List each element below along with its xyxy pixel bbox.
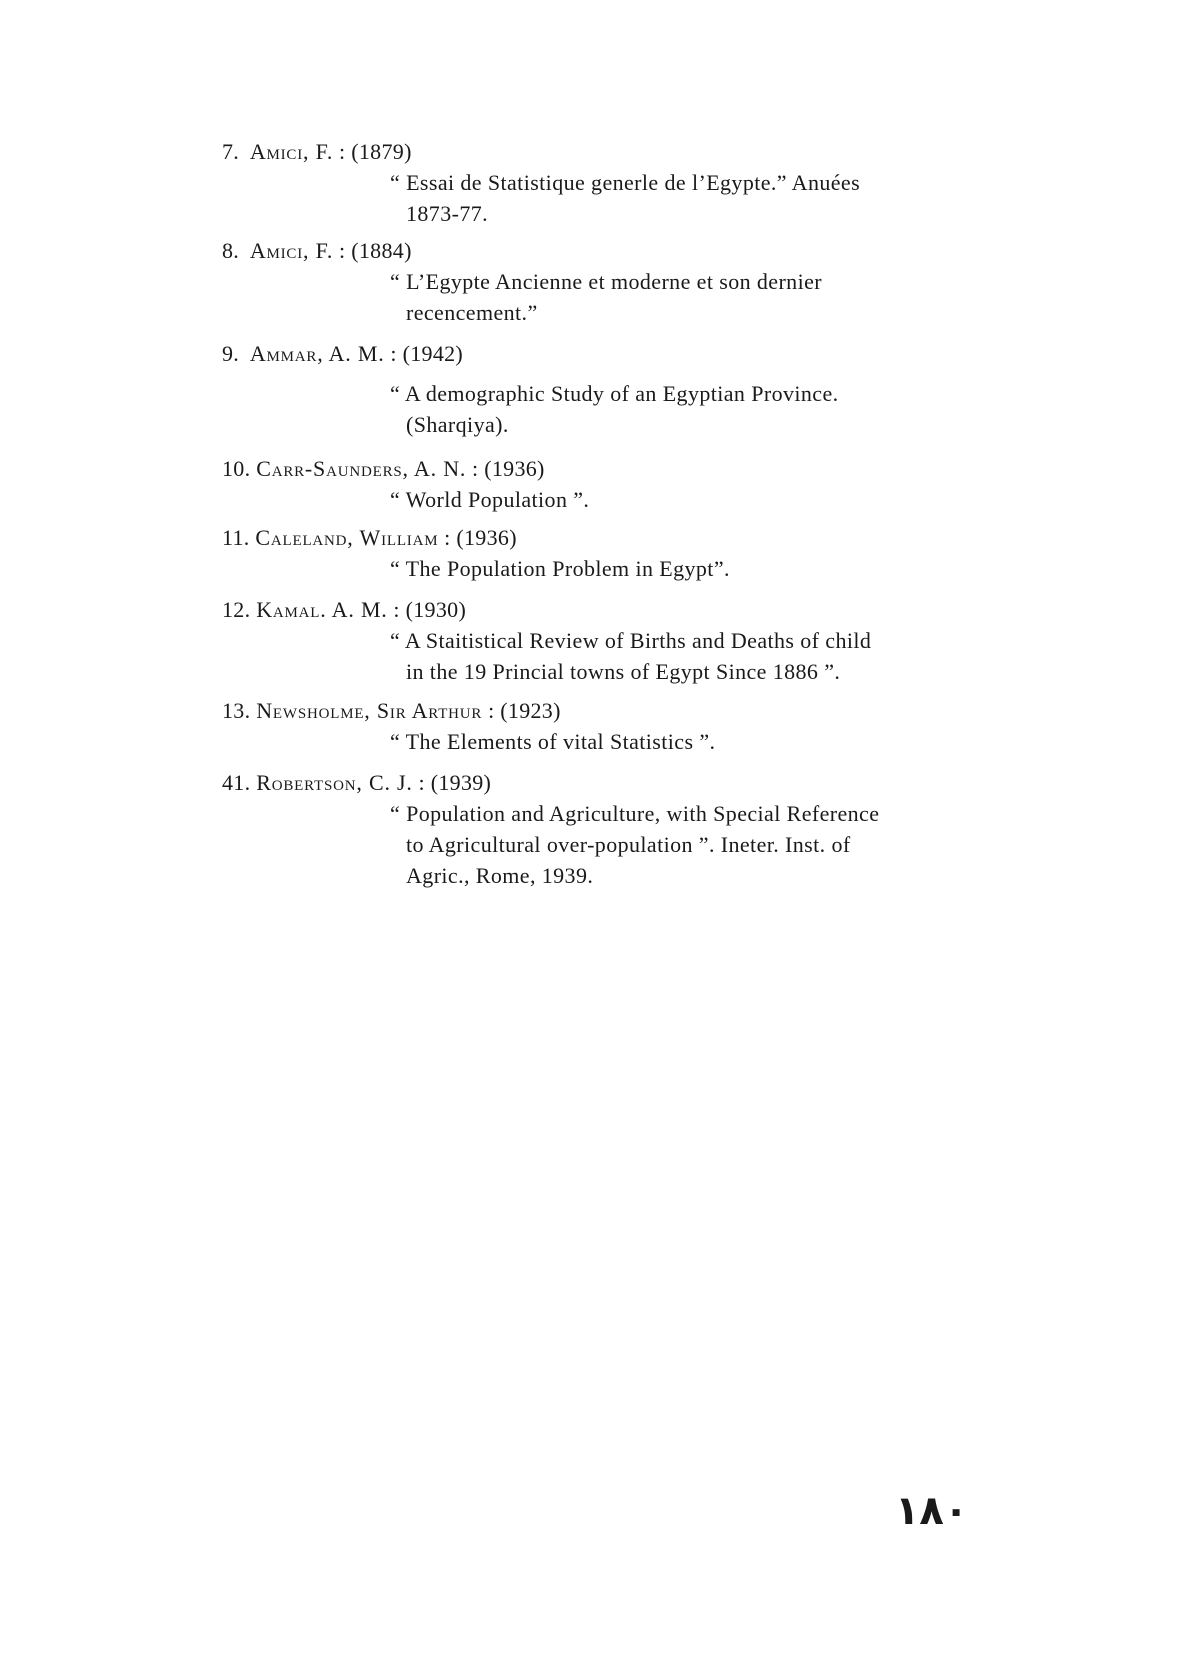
reference-year: : (1936) bbox=[444, 525, 517, 550]
reference-year: : (1879) bbox=[339, 139, 412, 164]
reference-heading bbox=[222, 454, 982, 484]
reference-title bbox=[390, 266, 962, 328]
reference-title bbox=[390, 798, 962, 891]
reference-title bbox=[390, 378, 962, 440]
reference-title bbox=[390, 625, 962, 687]
reference-title-line: 1873-77. bbox=[406, 201, 489, 226]
reference-title-line: “ A Staitistical Review of Births and Deaths of child bbox=[390, 628, 872, 653]
reference-title-line: (Sharqiya). bbox=[406, 412, 509, 437]
reference-title-line: in the 19 Princial towns of Egypt Since 1886 ”. bbox=[406, 659, 841, 684]
reference-year: : (1930) bbox=[393, 597, 467, 622]
reference-title-line: “ Essai de Statistique generle de l’Egypte.” Anuées bbox=[390, 170, 861, 195]
reference-title bbox=[390, 553, 962, 584]
reference-author: Amici, F. bbox=[249, 139, 334, 164]
reference-author: Robertson, C. J. bbox=[256, 770, 413, 795]
reference-number: 11. bbox=[222, 525, 250, 550]
reference-title-line: “ Population and Agriculture, with Special Reference bbox=[390, 801, 880, 826]
reference-number: 10. bbox=[222, 456, 251, 481]
reference-number: 7. bbox=[222, 139, 240, 164]
reference-author: Caleland, William bbox=[255, 525, 439, 550]
reference-entry-8 bbox=[222, 236, 982, 328]
reference-number: 12. bbox=[222, 597, 251, 622]
reference-title-line: to Agricultural over-population ”. Ineter. Inst. of bbox=[406, 832, 851, 857]
reference-title bbox=[390, 484, 962, 515]
reference-year: : (1936) bbox=[472, 456, 545, 481]
reference-number: 9. bbox=[222, 341, 240, 366]
reference-entry-7 bbox=[222, 137, 982, 229]
reference-entry-41 bbox=[222, 768, 982, 891]
reference-author: Carr-Saunders, A. N. bbox=[256, 456, 467, 481]
reference-entry-10 bbox=[222, 454, 982, 515]
reference-year: : (1939) bbox=[418, 770, 492, 795]
reference-number: 13. bbox=[222, 698, 251, 723]
reference-heading bbox=[222, 523, 982, 553]
reference-heading bbox=[222, 768, 982, 798]
reference-author: Kamal. A. M. bbox=[256, 597, 388, 622]
reference-title-line: “ L’Egypte Ancienne et moderne et son dernier bbox=[390, 269, 822, 294]
reference-year: : (1923) bbox=[488, 698, 561, 723]
reference-entry-12 bbox=[222, 595, 982, 687]
reference-title-line: “ A demographic Study of an Egyptian Province. bbox=[390, 381, 839, 406]
reference-year: : (1942) bbox=[390, 341, 464, 366]
reference-title-line: recencement.” bbox=[406, 300, 538, 325]
reference-year: : (1884) bbox=[339, 238, 412, 263]
reference-author: Amici, F. bbox=[249, 238, 334, 263]
reference-title bbox=[390, 167, 962, 229]
reference-heading bbox=[222, 137, 982, 167]
reference-author: Ammar, A. M. bbox=[249, 341, 385, 366]
reference-title-line: Agric., Rome, 1939. bbox=[406, 863, 594, 888]
reference-heading bbox=[222, 339, 982, 369]
reference-title bbox=[390, 726, 962, 757]
reference-heading bbox=[222, 236, 982, 266]
page-number: ١٨٠ bbox=[895, 1488, 969, 1534]
reference-title-line: “ The Elements of vital Statistics ”. bbox=[390, 729, 716, 754]
reference-heading bbox=[222, 595, 982, 625]
reference-entry-9 bbox=[222, 339, 982, 440]
reference-title-line: “ World Population ”. bbox=[390, 487, 590, 512]
reference-title-line: “ The Population Problem in Egypt”. bbox=[390, 556, 730, 581]
reference-number: 41. bbox=[222, 770, 251, 795]
reference-heading bbox=[222, 696, 982, 726]
reference-entry-11 bbox=[222, 523, 982, 584]
reference-entry-13 bbox=[222, 696, 982, 757]
reference-number: 8. bbox=[222, 238, 240, 263]
reference-author: Newsholme, Sir Arthur bbox=[256, 698, 483, 723]
